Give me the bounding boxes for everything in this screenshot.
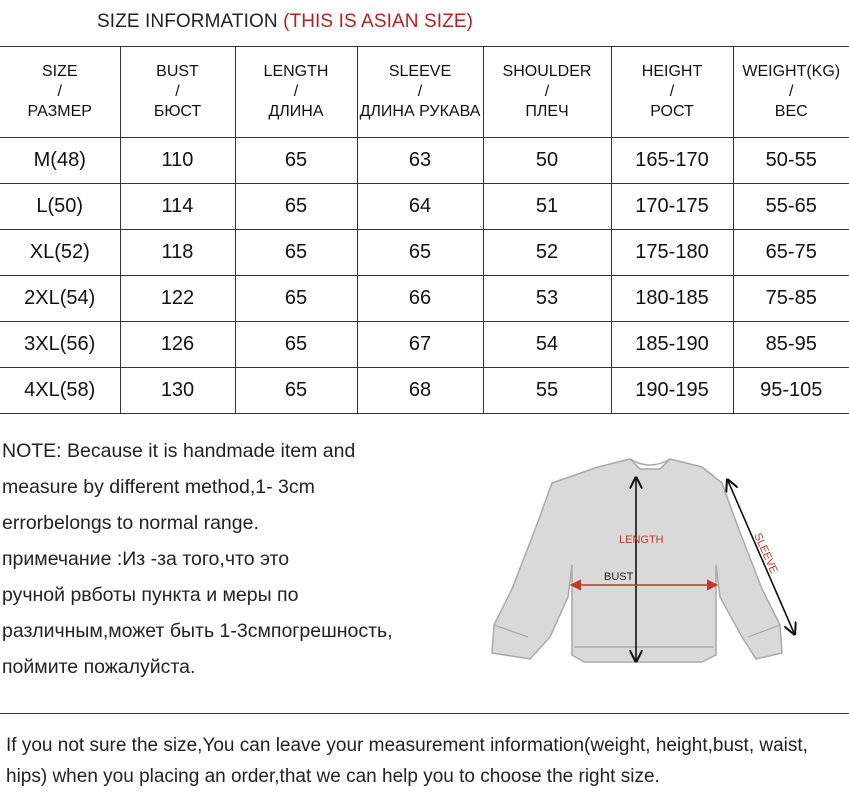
cell-height: 165-170 — [611, 138, 733, 184]
cell-weight: 95-105 — [733, 368, 849, 414]
cell-shoulder: 50 — [483, 138, 611, 184]
cell-sleeve: 67 — [357, 322, 483, 368]
header-size: SIZE / РАЗМЕР — [0, 47, 120, 138]
header-height: HEIGHT / РОСТ — [611, 47, 733, 138]
length-label: LENGTH — [619, 534, 664, 546]
cell-shoulder: 54 — [483, 322, 611, 368]
cell-size: XL(52) — [0, 230, 120, 276]
header-shoulder: SHOULDER / ПЛЕЧ — [483, 47, 611, 138]
cell-bust: 122 — [120, 276, 235, 322]
table-row — [0, 322, 849, 368]
table-row — [0, 276, 849, 322]
cell-size: 4XL(58) — [0, 368, 120, 414]
sleeve-label: SLEEVE — [751, 531, 780, 576]
size-help-note — [6, 730, 846, 792]
note-line: ручной рвботы пункта и меры по — [2, 584, 299, 606]
cell-weight: 75-85 — [733, 276, 849, 322]
note-line: различным,может быть 1-3смпогрешность, — [2, 620, 393, 642]
measurement-note — [2, 433, 393, 685]
title-bar — [0, 0, 849, 47]
cell-bust: 110 — [120, 138, 235, 184]
footer-line-2: hips) when you placing an order,that we can help you to choose the right size. — [6, 766, 660, 787]
table-row — [0, 230, 849, 276]
cell-size: 3XL(56) — [0, 322, 120, 368]
cell-shoulder: 52 — [483, 230, 611, 276]
title-asian-size-note: (THIS IS ASIAN SIZE) — [283, 11, 474, 32]
footer-line-1: If you not sure the size,You can leave your measurement information(weight, height,bust, waist, — [6, 735, 808, 756]
table-row — [0, 368, 849, 414]
cell-sleeve: 64 — [357, 184, 483, 230]
note-line: NOTE: Because it is handmade item and — [2, 440, 356, 462]
jacket-shape — [492, 459, 782, 662]
cell-height: 185-190 — [611, 322, 733, 368]
bust-label: BUST — [604, 571, 634, 583]
cell-length: 65 — [235, 184, 357, 230]
note-line: примечание :Из -за того,что это — [2, 548, 290, 570]
cell-height: 190-195 — [611, 368, 733, 414]
cell-bust: 126 — [120, 322, 235, 368]
note-line: measure by different method,1- 3cm — [2, 476, 315, 498]
note-line: поймите пожалуйста. — [2, 656, 196, 678]
size-table — [0, 46, 849, 414]
header-sleeve: SLEEVE / ДЛИНА РУКАВА — [357, 47, 483, 138]
jacket-measurement-diagram — [480, 457, 820, 697]
table-header-row — [0, 47, 849, 138]
title-main: SIZE INFORMATION — [97, 11, 278, 32]
cell-shoulder: 53 — [483, 276, 611, 322]
note-section — [0, 417, 849, 714]
cell-height: 180-185 — [611, 276, 733, 322]
header-bust: BUST / БЮСТ — [120, 47, 235, 138]
cell-shoulder: 51 — [483, 184, 611, 230]
cell-size: L(50) — [0, 184, 120, 230]
cell-weight: 85-95 — [733, 322, 849, 368]
cell-weight: 65-75 — [733, 230, 849, 276]
cell-bust: 130 — [120, 368, 235, 414]
cell-length: 65 — [235, 230, 357, 276]
cell-length: 65 — [235, 276, 357, 322]
note-line: errorbelongs to normal range. — [2, 512, 259, 534]
cell-sleeve: 68 — [357, 368, 483, 414]
cell-sleeve: 63 — [357, 138, 483, 184]
cell-bust: 114 — [120, 184, 235, 230]
page-title — [97, 11, 473, 33]
header-length: LENGTH / ДЛИНА — [235, 47, 357, 138]
cell-sleeve: 66 — [357, 276, 483, 322]
cell-size: M(48) — [0, 138, 120, 184]
table-row — [0, 184, 849, 230]
cell-size: 2XL(54) — [0, 276, 120, 322]
cell-weight: 50-55 — [733, 138, 849, 184]
cell-weight: 55-65 — [733, 184, 849, 230]
cell-length: 65 — [235, 322, 357, 368]
cell-height: 175-180 — [611, 230, 733, 276]
cell-length: 65 — [235, 368, 357, 414]
table-row — [0, 138, 849, 184]
cell-height: 170-175 — [611, 184, 733, 230]
cell-length: 65 — [235, 138, 357, 184]
cell-bust: 118 — [120, 230, 235, 276]
header-weight: WEIGHT(KG) / ВЕС — [733, 47, 849, 138]
cell-sleeve: 65 — [357, 230, 483, 276]
cell-shoulder: 55 — [483, 368, 611, 414]
